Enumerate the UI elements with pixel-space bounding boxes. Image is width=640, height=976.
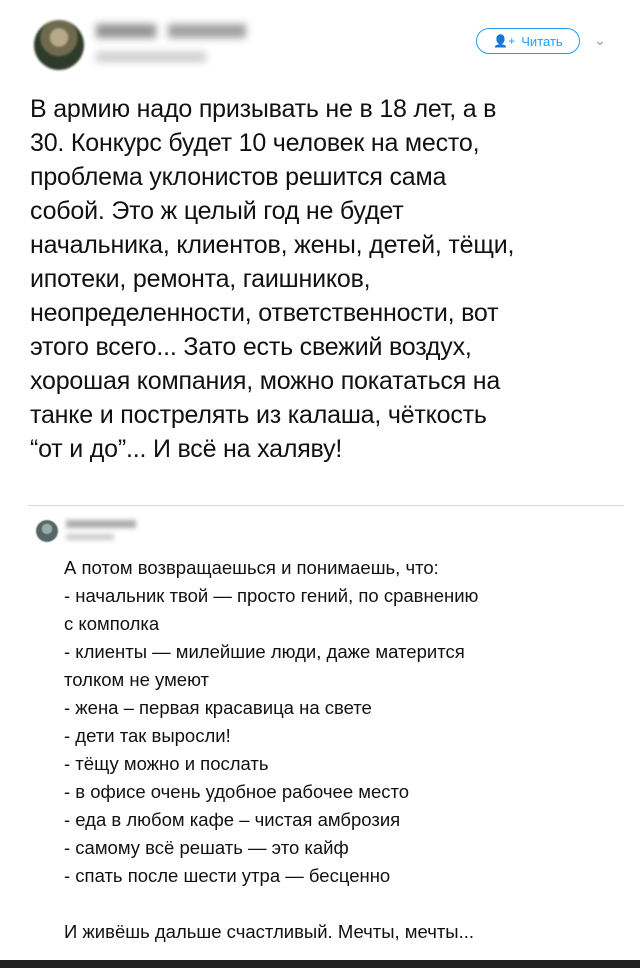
bottom-border	[0, 960, 640, 968]
follow-button-label: Читать	[521, 33, 563, 49]
reply-line: А потом возвращаешься и понимаешь, что:	[64, 557, 439, 578]
reply-line: - начальник твой — просто гений, по сравнению	[64, 585, 479, 606]
blurred-reply-author-name[interactable]	[66, 520, 136, 528]
reply-line: - клиенты — милейшие люди, даже матерится	[64, 641, 465, 662]
tweet-text-line: этого всего... Зато есть свежий воздух,	[30, 333, 472, 361]
tweet-text-line: хорошая компания, можно покататься на	[30, 367, 501, 395]
tweet-text-line: “от и до”... И всё на халяву!	[30, 435, 343, 463]
tweet-text-line: ипотеки, ремонта, гаишников,	[30, 265, 371, 293]
tweet-text	[30, 92, 624, 466]
blurred-reply-author-handle[interactable]	[66, 534, 114, 540]
reply-line: - дети так выросли!	[64, 725, 231, 746]
tweet-text-line: В армию надо призывать не в 18 лет, а в	[30, 95, 497, 123]
reply-line: толком не умеют	[64, 669, 210, 690]
chevron-down-icon[interactable]: ⌄	[594, 32, 606, 48]
tweet-text-line: танке и пострелять из калаша, чёткость	[30, 401, 487, 429]
tweet-text-line: собой. Это ж целый год не будет	[30, 197, 404, 225]
reply-line: - еда в любом кафе – чистая амброзия	[64, 809, 401, 830]
reply-line: - самому всё решать — это кайф	[64, 837, 349, 858]
tweet-text-line: начальника, клиентов, жены, детей, тёщи,	[30, 231, 515, 259]
add-user-icon: 👤+	[493, 34, 516, 48]
reply-line: - жена – первая красавица на свете	[64, 697, 372, 718]
reply-card[interactable]	[28, 505, 624, 976]
reply-line: - в офисе очень удобное рабочее место	[64, 781, 410, 802]
reply-line: - тёщу можно и послать	[64, 753, 269, 774]
blurred-author-name[interactable]	[96, 24, 246, 38]
blurred-author-handle[interactable]	[96, 52, 206, 62]
reply-spacer	[64, 890, 624, 918]
reply-avatar[interactable]	[36, 520, 58, 542]
reply-closing-line: И живёшь дальше счастливый. Мечты, мечты...	[64, 921, 475, 942]
reply-line: с комполка	[64, 613, 160, 634]
tweet-text-line: проблема уклонистов решится сама	[30, 163, 447, 191]
tweet-text-line: 30. Конкурс будет 10 человек на место,	[30, 129, 480, 157]
tweet-header	[0, 0, 640, 88]
follow-button[interactable]	[476, 28, 580, 54]
reply-line: - спать после шести утра — бесценно	[64, 865, 391, 886]
reply-text	[64, 554, 624, 946]
tweet-text-line: неопределенности, ответственности, вот	[30, 299, 499, 327]
avatar[interactable]	[34, 20, 84, 70]
